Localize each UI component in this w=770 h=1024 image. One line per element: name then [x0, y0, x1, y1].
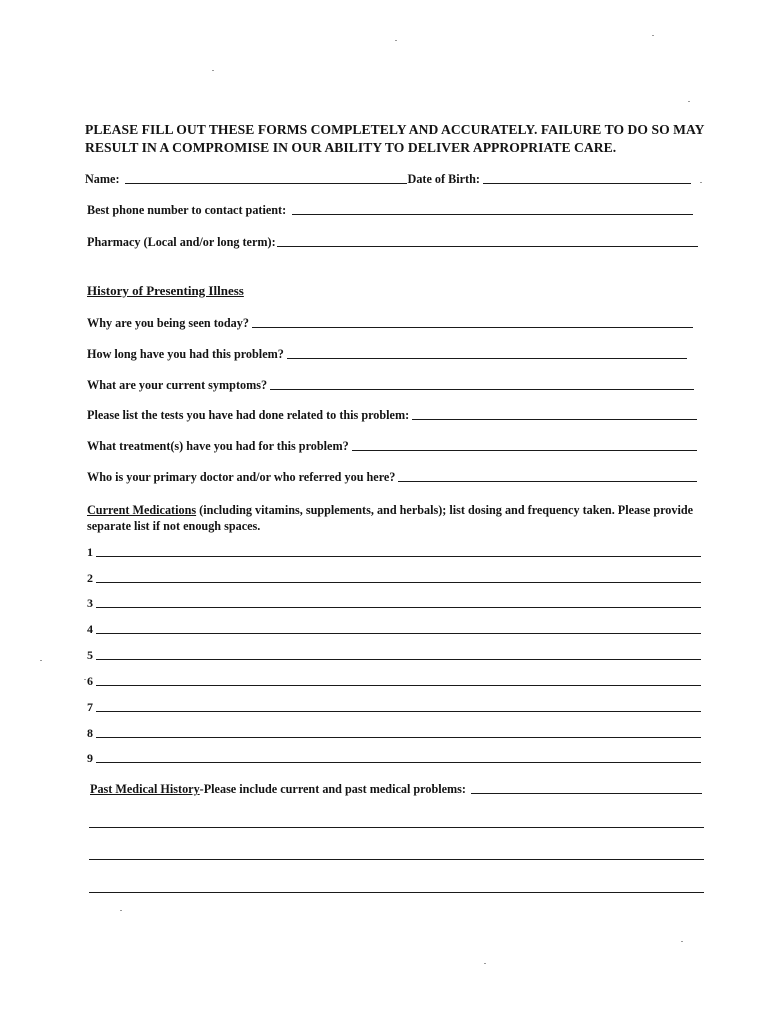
- phone-field[interactable]: [292, 213, 693, 215]
- medications-instructions-text: (including vitamins, supplements, and herbals); list dosing and frequency taken. Please provide separate list if not enough spaces.: [87, 503, 694, 533]
- question-row: [87, 316, 693, 331]
- past-medical-history-title: Past Medical History: [90, 782, 200, 796]
- question-row: [87, 347, 687, 362]
- scan-speck: [700, 182, 702, 183]
- line-number: 9: [87, 751, 93, 765]
- pharmacy-label: Pharmacy (Local and/or long term):: [87, 235, 276, 249]
- medication-field[interactable]: [96, 632, 701, 634]
- name-dob-row: [85, 172, 691, 187]
- medication-line-row: [87, 726, 701, 740]
- form-instructions-heading: PLEASE FILL OUT THESE FORMS COMPLETELY AND ACCURATELY. FAILURE TO DO SO MAY RESULT IN A COMPROMISE IN OUR ABILITY TO DELIVER APPROPRIATE CARE.: [85, 122, 705, 155]
- name-label: Name:: [85, 172, 120, 186]
- scan-speck: [84, 679, 86, 680]
- medication-line-row: [87, 700, 701, 714]
- pharmacy-row: [87, 235, 698, 250]
- line-number: 4: [87, 622, 93, 636]
- question-row: [87, 439, 697, 454]
- scan-speck: [652, 35, 654, 36]
- question-label: How long have you had this problem?: [87, 347, 284, 361]
- medication-line-row: [87, 751, 701, 765]
- past-medical-history-row: [90, 781, 702, 797]
- medication-field[interactable]: [96, 761, 701, 763]
- line-number: 8: [87, 726, 93, 740]
- scan-speck: [484, 963, 486, 964]
- medication-field[interactable]: [96, 684, 701, 686]
- medication-field[interactable]: [96, 710, 701, 712]
- medications-instructions: [87, 502, 697, 534]
- line-number: 1: [87, 545, 93, 559]
- how-long-field[interactable]: [287, 357, 687, 359]
- question-label: What are your current symptoms?: [87, 378, 268, 392]
- scan-speck: [212, 70, 214, 71]
- question-label: Please list the tests you have had done related to this problem:: [87, 408, 410, 422]
- medication-field[interactable]: [96, 736, 701, 738]
- question-label: Why are you being seen today?: [87, 316, 249, 330]
- line-number: 5: [87, 648, 93, 662]
- phone-row: [87, 203, 693, 218]
- scan-speck: [395, 40, 397, 41]
- medication-line-row: [87, 648, 701, 662]
- line-number: 3: [87, 596, 93, 610]
- treatments-field[interactable]: [352, 449, 697, 451]
- scan-speck: [681, 941, 683, 942]
- past-medical-history-line[interactable]: [89, 827, 704, 828]
- past-medical-history-line[interactable]: [89, 859, 704, 860]
- past-medical-history-prompt: -Please include current and past medical problems:: [199, 782, 466, 796]
- line-number: 6: [87, 674, 93, 688]
- question-row: [87, 378, 694, 393]
- line-number: 7: [87, 700, 93, 714]
- scan-speck: [688, 101, 690, 102]
- medication-field[interactable]: [96, 555, 701, 557]
- question-label: What treatment(s) have you had for this problem?: [87, 439, 349, 453]
- history-section-title: History of Presenting Illness: [87, 283, 244, 298]
- medication-line-row: [87, 622, 701, 636]
- why-seen-field[interactable]: [252, 326, 693, 328]
- medication-field[interactable]: [96, 658, 701, 660]
- medication-field[interactable]: [96, 606, 701, 608]
- medication-line-row: [87, 545, 701, 559]
- question-label: Who is your primary doctor and/or who referred you here?: [87, 470, 396, 484]
- medication-line-row: [87, 571, 701, 585]
- line-number: 2: [87, 571, 93, 585]
- past-medical-history-field[interactable]: [471, 792, 702, 794]
- question-row: [87, 470, 697, 485]
- scan-speck: [120, 910, 122, 911]
- past-medical-history-line[interactable]: [89, 892, 704, 893]
- medication-line-row: [87, 674, 701, 688]
- name-field[interactable]: [125, 182, 407, 184]
- tests-field[interactable]: [412, 418, 697, 420]
- primary-doctor-field[interactable]: [398, 480, 697, 482]
- scan-speck: [40, 660, 42, 661]
- medication-field[interactable]: [96, 581, 701, 583]
- symptoms-field[interactable]: [270, 388, 694, 390]
- dob-field[interactable]: [483, 182, 691, 184]
- pharmacy-field[interactable]: [277, 245, 698, 247]
- medication-line-row: [87, 596, 701, 610]
- dob-label: Date of Birth:: [407, 172, 480, 186]
- question-row: [87, 408, 697, 423]
- medications-section-title: Current Medications: [87, 503, 197, 517]
- phone-label: Best phone number to contact patient:: [87, 203, 287, 217]
